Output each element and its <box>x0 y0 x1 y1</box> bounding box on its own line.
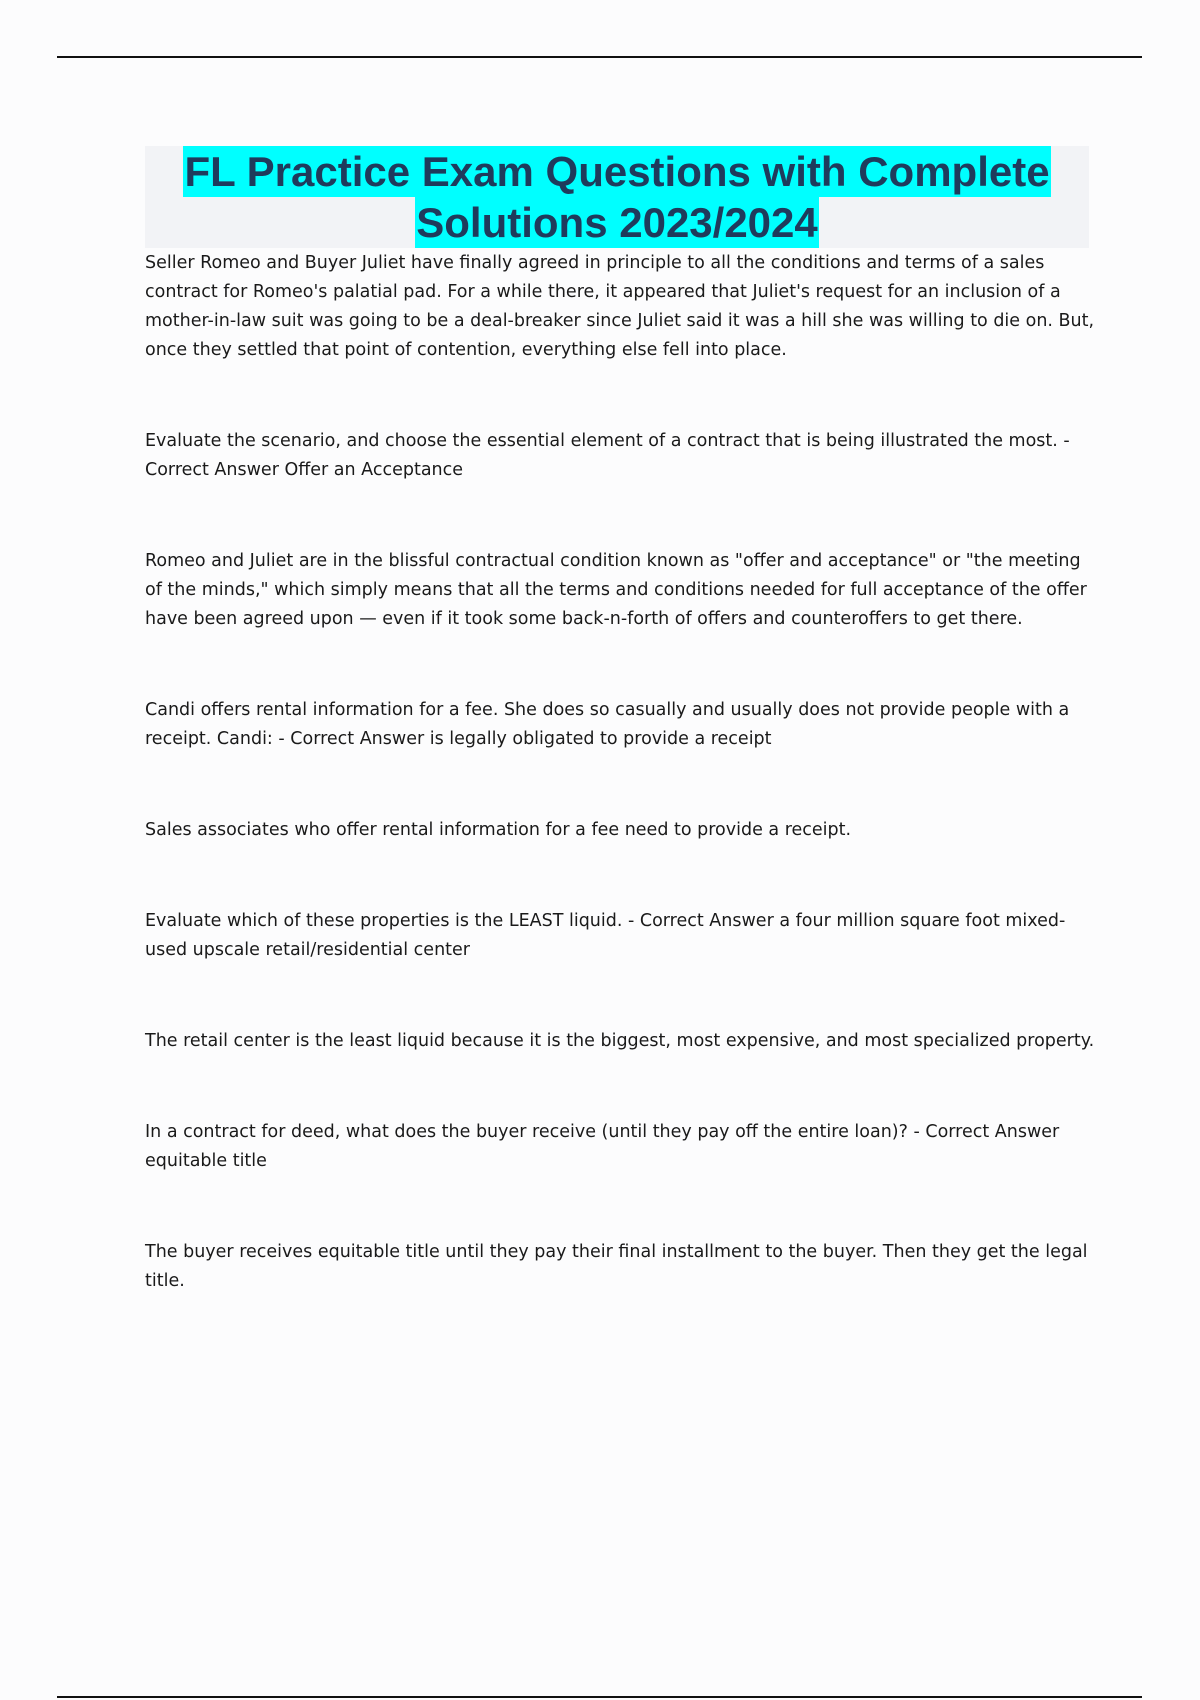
explanation-paragraph: Romeo and Juliet are in the blissful contractual condition known as "offer and acceptance" or "the meeting of the minds," which simply means that all the terms and conditions needed for full acceptance of the offer have been agreed upon — even if it took some back-n-forth of offers and counteroffers to get there. <box>145 551 1087 629</box>
question-paragraph: Evaluate which of these properties is the LEAST liquid. - Correct Answer a four million square foot mixed-used upscale retail/residential center <box>145 911 1066 960</box>
explanation-paragraph: The retail center is the least liquid because it is the biggest, most expensive, and most specialized property. <box>145 1031 1095 1051</box>
header-rule <box>57 56 1142 58</box>
question-paragraph: Candi offers rental information for a fee. She does so casually and usually does not provide people with a receipt. Candi: - Correct Answer is legally obligated to provide a receipt <box>145 700 1070 749</box>
document-body <box>145 249 1095 1296</box>
scenario-paragraph: Seller Romeo and Buyer Juliet have finally agreed in principle to all the conditions and terms of a sales contract for Romeo's palatial pad. For a while there, it appeared that Juliet's request for an inclusion of a mother-in-law suit was going to be a deal-breaker since Juliet said it was a hill she was willing to die on. But, once they settled that point of contention, everything else fell into place. <box>145 253 1095 360</box>
title-line-2: Solutions 2023/2024 <box>416 199 818 246</box>
title-line-1: FL Practice Exam Questions with Complete <box>184 148 1050 195</box>
document-title <box>145 146 1089 248</box>
question-paragraph: In a contract for deed, what does the buyer receive (until they pay off the entire loan)? - Correct Answer equitable title <box>145 1122 1060 1171</box>
explanation-paragraph: The buyer receives equitable title until they pay their final installment to the buyer. Then they get the legal title. <box>145 1242 1088 1291</box>
explanation-paragraph: Sales associates who offer rental information for a fee need to provide a receipt. <box>145 820 852 840</box>
footer-rule <box>57 1696 1142 1698</box>
question-paragraph: Evaluate the scenario, and choose the essential element of a contract that is being illustrated the most. - Correct Answer Offer an Acceptance <box>145 431 1070 480</box>
